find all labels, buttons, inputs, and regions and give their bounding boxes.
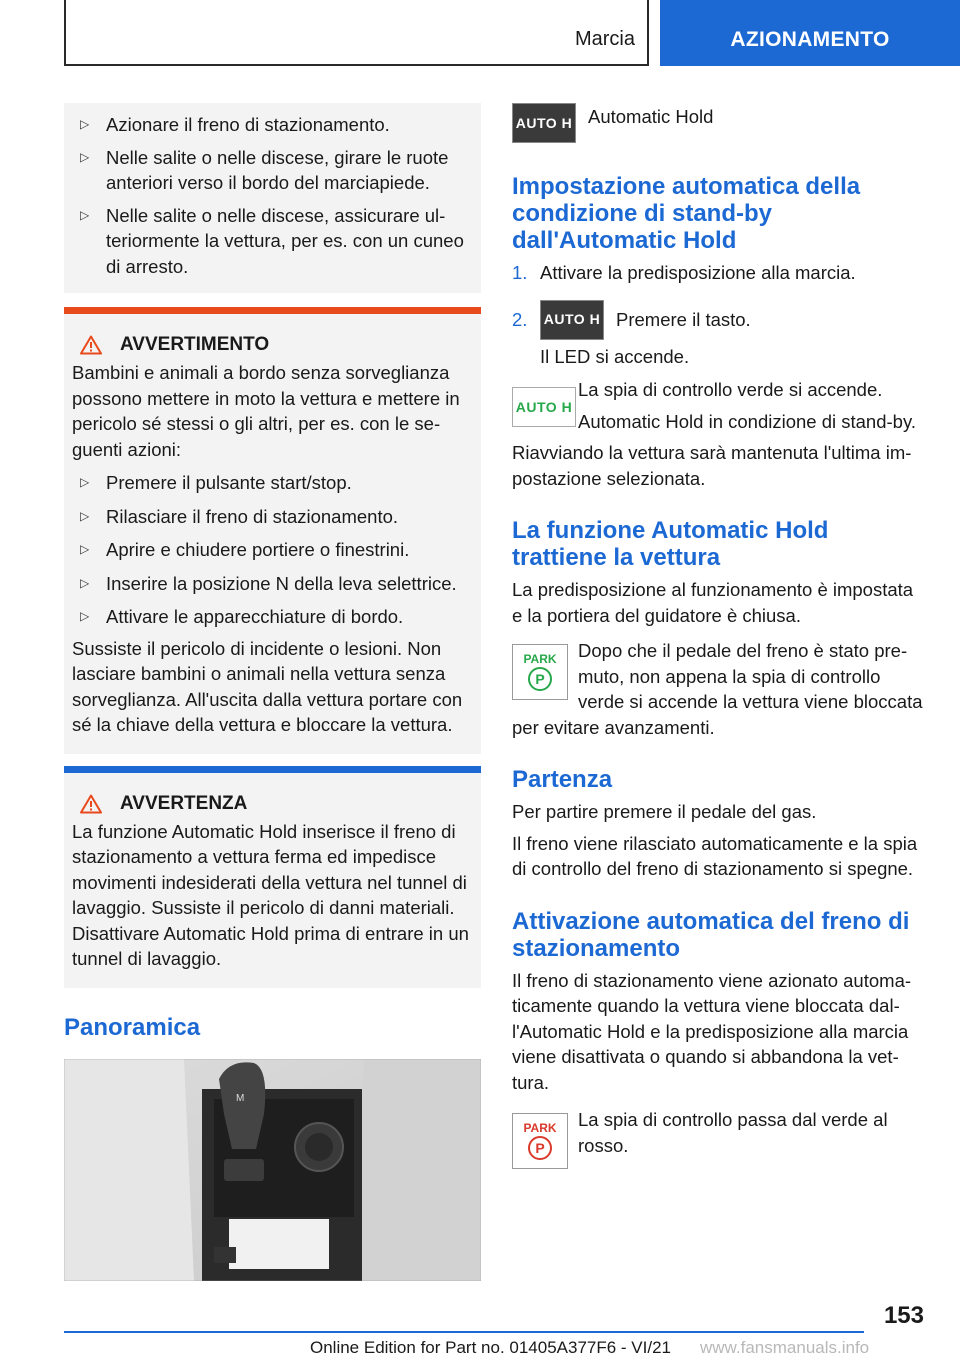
red-light-text: La spia di controllo passa dal verde al rosso.	[578, 1109, 888, 1156]
auto-h-indicator-icon: AUTO H	[512, 387, 576, 427]
section-heading-departure: Partenza	[512, 766, 613, 793]
page-number: 153	[883, 1302, 924, 1329]
triangle-bullet-icon: ▷	[80, 575, 90, 590]
overview-heading: Panoramica	[64, 1013, 201, 1041]
triangle-bullet-icon: ▷	[80, 475, 90, 489]
park-green-indicator-icon: PARK P	[512, 644, 568, 700]
warning-bar	[64, 307, 481, 314]
footer-edition: Online Edition for Part no. 01405A377F6 - VI/21	[310, 1338, 672, 1357]
warning-box-car-wash	[64, 766, 481, 988]
green-indicator-row	[512, 377, 924, 434]
page-header	[0, 0, 960, 66]
header-chapter-tab: AZIONAMENTO	[660, 0, 960, 66]
warning-outro: Sussiste il pericolo di incidente o lesioni. Non lasciare bambini o animali nella vettura senza sorveglianza. All'uscita dalla vettura portare con sé la chiave della vettura e bloccare la vettura.	[72, 637, 463, 735]
auto-h-button-icon: AUTO H	[540, 300, 604, 340]
warning-title: AVVERTIMENTO	[72, 334, 471, 356]
notice-title: AVVERTENZA	[72, 793, 471, 815]
warning-intro: Bambini e animali a bordo senza sorveglianza possono mettere in moto la vettura e mettere in pericolo sé stessi o gli altri, per es. con le seguenti azioni:	[72, 362, 460, 460]
center-console-photo	[64, 1059, 481, 1281]
hold-explanation: Dopo che il pedale del freno è stato premuto, non appena la spia di controllo verde si accende la vettura viene bloccata per evitare avanzamenti.	[512, 640, 923, 738]
list-item: 2. AUTO H Premere il tasto.	[512, 300, 924, 340]
notice-text: La funzione Automatic Hold inserisce il freno di stazionamento a vettura ferma ed impedisce movimenti indesiderati della vettura nel tunnel di lavaggio. Sussiste il pericolo di danni materiali. Disattivare Automatic Hold prima di entrare in un tunnel di lavaggio.	[72, 820, 469, 969]
section-heading-hold: La funzione Automatic Hold trattiene la vettura	[512, 517, 829, 571]
svg-text:M: M	[236, 1092, 245, 1104]
triangle-bullet-icon: ▷	[80, 609, 90, 623]
triangle-bullet-icon: ▷	[80, 207, 90, 222]
departure-text-2: Il freno viene rilasciato automaticamente e la spia di controllo del freno di stazionamento si spegne.	[512, 832, 918, 879]
parking-tips-list	[72, 112, 471, 279]
header-section-title: Marcia	[574, 28, 635, 50]
autohold-label: Automatic Hold	[588, 106, 714, 127]
section-heading-standby: Impostazione automatica della condizione di stand-by dall'Automatic Hold	[512, 173, 861, 254]
footer-divider	[64, 1331, 864, 1333]
departure-text-1: Per partire premere il pedale del gas.	[512, 801, 817, 822]
standby-text: Automatic Hold in condizione di stand-by.	[578, 410, 916, 432]
header-frame	[64, 0, 649, 66]
park-green-block	[512, 638, 924, 740]
warning-actions-list	[72, 470, 471, 630]
section-heading-auto-park: Attivazione automatica del freno di stazionamento	[512, 907, 910, 962]
autohold-button-row	[512, 103, 924, 143]
notice-bar	[64, 766, 481, 773]
triangle-bullet-icon: ▷	[80, 149, 90, 164]
list-item: ▷ Azionare il freno di stazionamento.	[72, 112, 471, 138]
green-light-text: La spia di controllo verde si accende.	[578, 379, 883, 400]
triangle-bullet-icon: ▷	[80, 508, 90, 523]
warning-triangle-icon	[80, 794, 102, 814]
led-note: Il LED si accende.	[540, 345, 690, 367]
park-red-row	[512, 1107, 924, 1169]
list-item: ▷ Attivare le apparecchiature di bordo.	[72, 604, 471, 630]
prerequisite-text: La predisposizione al funzionamento è impostata e la portiera del guidatore è chiusa.	[512, 579, 914, 626]
auto-park-text: Il freno di stazionamento viene azionato automaticamente quando la vettura viene bloccata dall'Automatic Hold e la predisposizione alla marcia viene disattivata o quando si abbandona la vettura.	[512, 969, 912, 1093]
parking-tips-box	[64, 103, 481, 293]
warning-triangle-icon	[80, 335, 102, 355]
park-red-indicator-icon: PARK P	[512, 1113, 568, 1169]
list-item: ▷ Aprire e chiudere portiere o finestrini.	[72, 537, 471, 563]
warning-box-children	[64, 307, 481, 754]
left-column	[64, 103, 481, 1286]
triangle-bullet-icon: ▷	[80, 542, 90, 556]
right-column	[512, 103, 924, 1169]
triangle-bullet-icon: ▷	[80, 117, 90, 131]
list-item: ▷ Inserire la posizione N della leva selettrice.	[72, 571, 471, 597]
footer-watermark: www.fansmanuals.info	[700, 1338, 870, 1357]
auto-h-button-icon: AUTO H	[512, 103, 576, 143]
list-item: ▷ Rilasciare il freno di stazionamento.	[72, 504, 471, 530]
list-item: 1. Attivare la predisposizione alla marcia.	[512, 262, 856, 283]
list-item: ▷ Premere il pulsante start/stop.	[72, 470, 471, 496]
activation-steps	[512, 260, 924, 340]
restart-note: Riavviando la vettura sarà mantenuta l'ultima impostazione selezionata.	[512, 442, 912, 489]
list-item: ▷ Nelle salite o nelle discese, assicurare ulteriormente la vettura, per es. con un cuneo di arresto.	[80, 204, 464, 277]
list-item: ▷ Nelle salite o nelle discese, girare le ruote anteriori verso il bordo del marciapiede.	[80, 146, 449, 193]
